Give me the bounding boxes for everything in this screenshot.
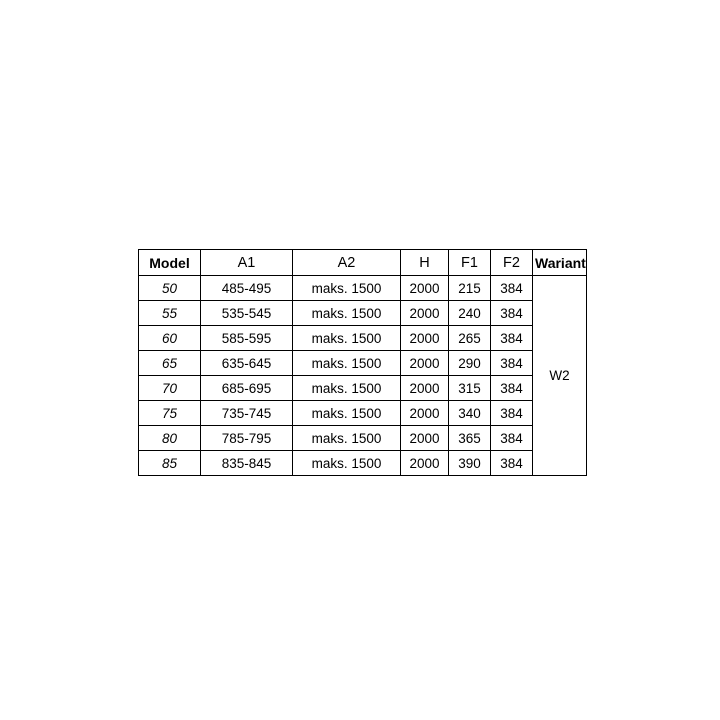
cell-a1: 835-845 (201, 451, 293, 476)
cell-model: 65 (139, 351, 201, 376)
cell-a2: maks. 1500 (293, 276, 401, 301)
cell-f2: 384 (491, 401, 533, 426)
table-header-row (139, 250, 587, 276)
cell-h: 2000 (401, 376, 449, 401)
cell-a2: maks. 1500 (293, 376, 401, 401)
specification-table (138, 249, 587, 476)
cell-h: 2000 (401, 276, 449, 301)
cell-a1: 685-695 (201, 376, 293, 401)
cell-h: 2000 (401, 401, 449, 426)
cell-model: 60 (139, 326, 201, 351)
cell-f1: 390 (449, 451, 491, 476)
cell-f2: 384 (491, 376, 533, 401)
cell-f1: 340 (449, 401, 491, 426)
table-row (139, 451, 587, 476)
cell-f1: 240 (449, 301, 491, 326)
cell-model: 75 (139, 401, 201, 426)
cell-h: 2000 (401, 301, 449, 326)
column-header-f2: F2 (491, 250, 533, 276)
column-header-model: Model (139, 250, 201, 276)
column-header-a1: A1 (201, 250, 293, 276)
cell-f2: 384 (491, 451, 533, 476)
table-header (139, 250, 587, 276)
cell-model: 85 (139, 451, 201, 476)
cell-f1: 215 (449, 276, 491, 301)
cell-f1: 315 (449, 376, 491, 401)
table-row (139, 401, 587, 426)
cell-model: 80 (139, 426, 201, 451)
cell-a1: 735-745 (201, 401, 293, 426)
column-header-h: H (401, 250, 449, 276)
table-row (139, 376, 587, 401)
cell-a1: 535-545 (201, 301, 293, 326)
cell-f2: 384 (491, 351, 533, 376)
cell-h: 2000 (401, 426, 449, 451)
cell-h: 2000 (401, 451, 449, 476)
column-header-f1: F1 (449, 250, 491, 276)
cell-a1: 485-495 (201, 276, 293, 301)
cell-f1: 265 (449, 326, 491, 351)
cell-a2: maks. 1500 (293, 301, 401, 326)
cell-f2: 384 (491, 426, 533, 451)
cell-a2: maks. 1500 (293, 326, 401, 351)
column-header-a2: A2 (293, 250, 401, 276)
cell-f2: 384 (491, 326, 533, 351)
cell-h: 2000 (401, 351, 449, 376)
table-body (139, 276, 587, 476)
table-row (139, 301, 587, 326)
cell-f1: 365 (449, 426, 491, 451)
cell-a1: 635-645 (201, 351, 293, 376)
spec-table-container (138, 249, 586, 476)
cell-a1: 585-595 (201, 326, 293, 351)
cell-a2: maks. 1500 (293, 451, 401, 476)
column-header-wariant: Wariant (533, 250, 587, 276)
table-row (139, 426, 587, 451)
table-row (139, 276, 587, 301)
cell-a2: maks. 1500 (293, 351, 401, 376)
cell-model: 70 (139, 376, 201, 401)
cell-a2: maks. 1500 (293, 401, 401, 426)
cell-model: 50 (139, 276, 201, 301)
cell-h: 2000 (401, 326, 449, 351)
cell-model: 55 (139, 301, 201, 326)
cell-a2: maks. 1500 (293, 426, 401, 451)
cell-a1: 785-795 (201, 426, 293, 451)
cell-variant: W2 (533, 276, 587, 476)
table-row (139, 326, 587, 351)
cell-f2: 384 (491, 301, 533, 326)
cell-f2: 384 (491, 276, 533, 301)
table-row (139, 351, 587, 376)
cell-f1: 290 (449, 351, 491, 376)
